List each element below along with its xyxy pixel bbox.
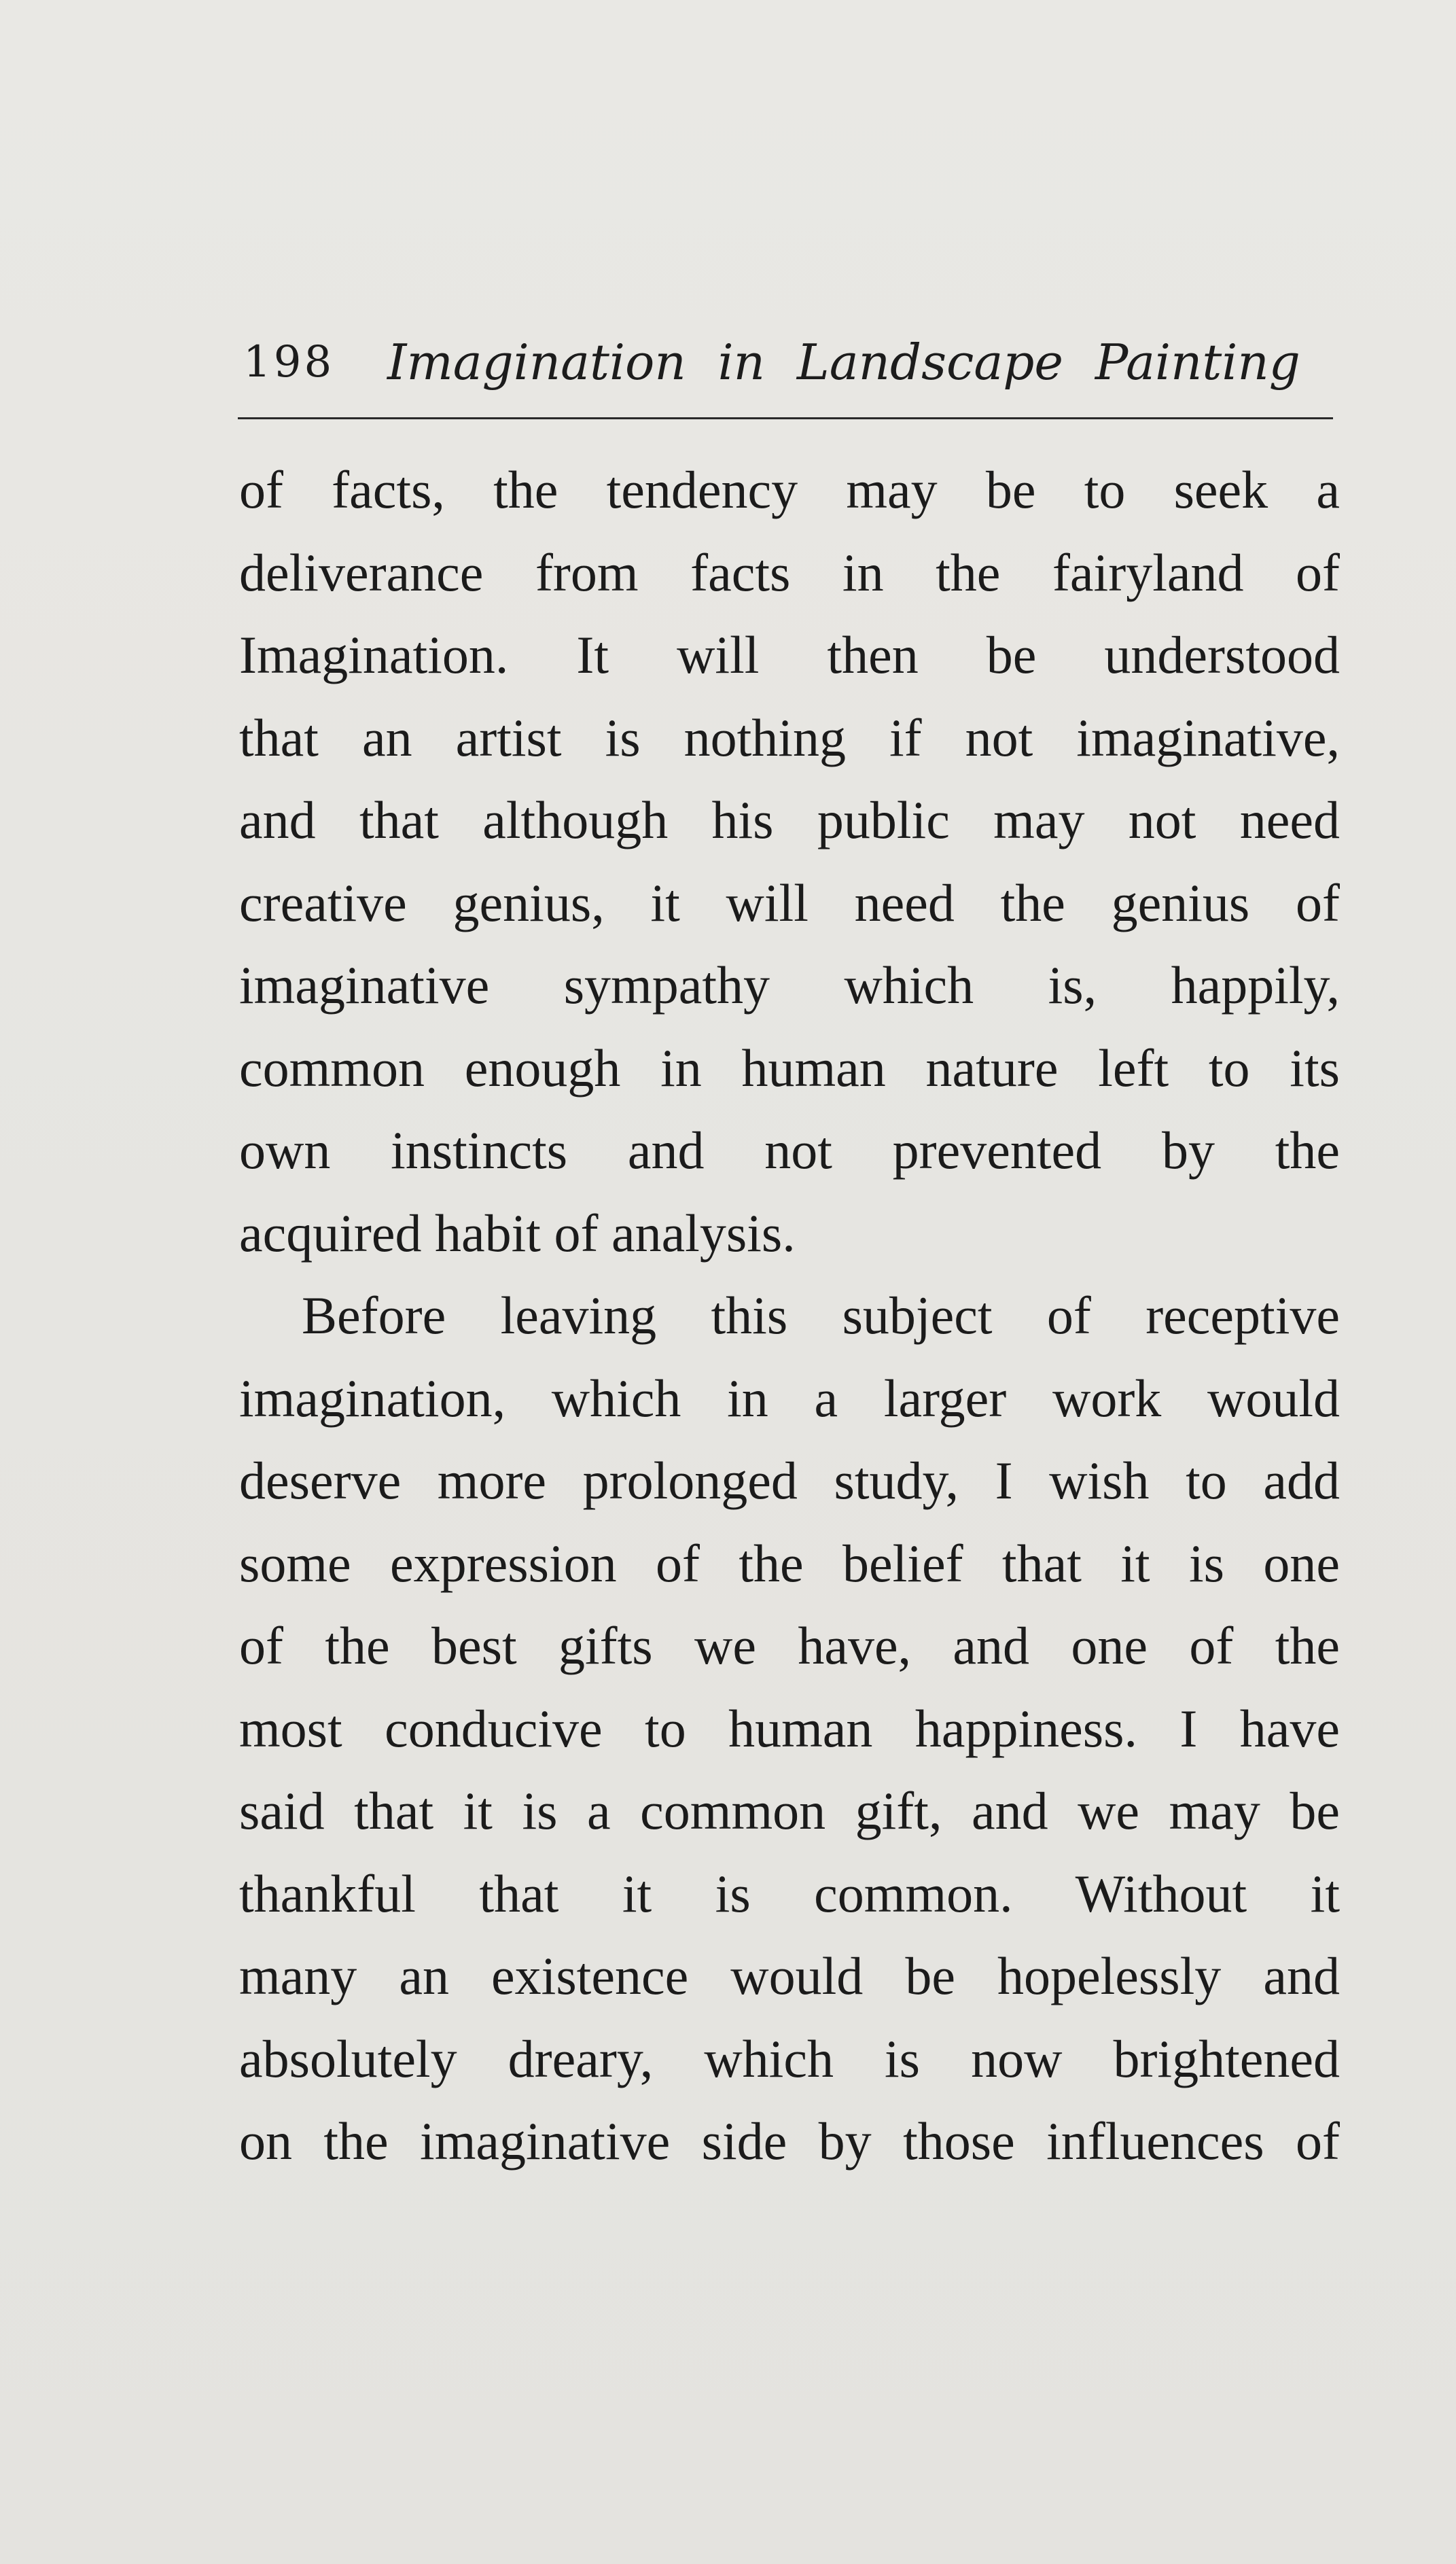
text-line: of facts, the tendency may be to seek a	[239, 460, 1340, 519]
text-line: some expression of the belief that it is one	[239, 1533, 1340, 1593]
text-line: that an artist is nothing if not imaginative,	[239, 707, 1340, 767]
text-line: own instincts and not prevented by the	[239, 1121, 1340, 1180]
header-rule	[238, 417, 1333, 419]
page-number: 198	[243, 337, 335, 387]
body-text	[239, 449, 1340, 2183]
text-line: of the best gifts we have, and one of the	[239, 1616, 1340, 1675]
text-line: and that although his public may not need	[239, 790, 1340, 849]
text-line: acquired habit of analysis.	[239, 1203, 796, 1263]
text-line: thankful that it is common. Without it	[239, 1863, 1340, 1923]
running-title: Imagination in Landscape Painting	[387, 334, 1300, 391]
page-header	[238, 325, 1332, 400]
text-line: common enough in human nature left to its	[239, 1038, 1340, 1097]
text-line: Before leaving this subject of receptive	[302, 1286, 1340, 1345]
text-line: on the imaginative side by those influences of	[239, 2111, 1340, 2171]
text-line: creative genius, it will need the genius of	[239, 873, 1340, 932]
text-line: absolutely dreary, which is now brightened	[239, 2029, 1340, 2088]
text-line: deserve more prolonged study, I wish to add	[239, 1451, 1340, 1510]
text-line: imaginative sympathy which is, happily,	[239, 955, 1340, 1015]
text-line: most conducive to human happiness. I have	[239, 1698, 1340, 1758]
text-line: said that it is a common gift, and we may be	[239, 1781, 1340, 1840]
text-line: many an existence would be hopelessly and	[239, 1946, 1340, 2005]
text-line: imagination, which in a larger work would	[239, 1368, 1340, 1428]
text-line: Imagination. It will then be understood	[239, 625, 1340, 684]
text-line: deliverance from facts in the fairyland of	[239, 542, 1340, 602]
